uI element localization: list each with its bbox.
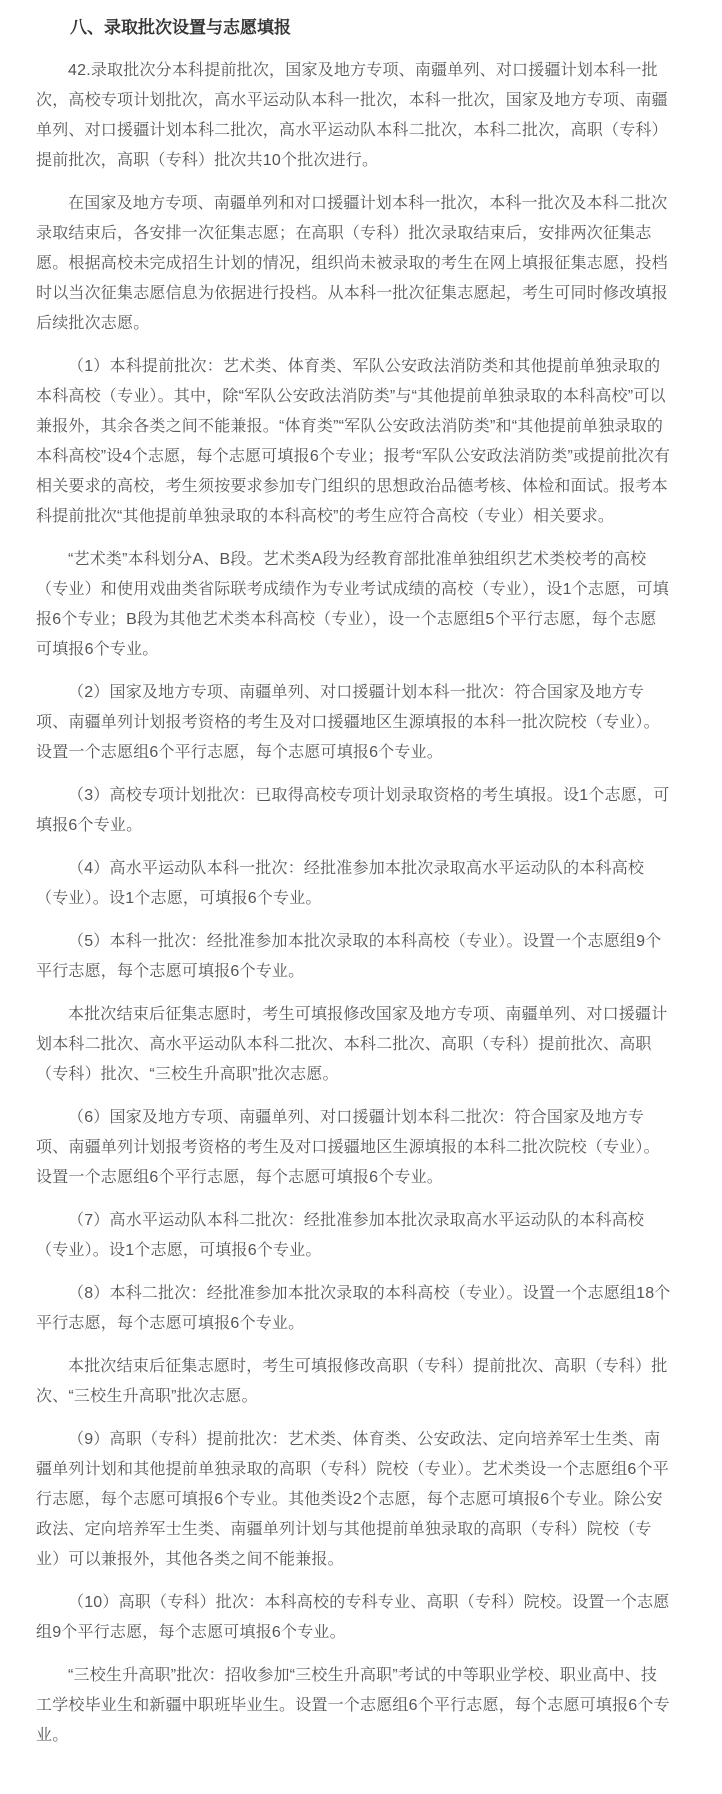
para-item9-vocational-advance-batch: （9）高职（专科）提前批次：艺术类、体育类、公安政法、定向培养军士生类、南疆单列计划和其他提前单独录取的高职（专科）院校（专业）。艺术类设一个志愿组6个平行志愿，每个志愿可填报6个专业。其他类设2个志愿，每个志愿可填报6个专业。除公安政法、定向培养军士生类、南疆单列计划与其他提前单独录取的高职（专科）院校（专业）可以兼报外，其他各类之间不能兼报。 [36, 1431, 669, 1568]
para-item6-special-plan-batch2: （6）国家及地方专项、南疆单列、对口援疆计划本科二批次：符合国家及地方专项、南疆单列计划报考资格的考生及对口援疆地区生源填报的本科二批次院校（专业）。设置一个志愿组6个平行志愿，每个志愿可填报6个专业。 [36, 1109, 660, 1186]
para-item4-sports-team-batch1: （4）高水平运动队本科一批次：经批准参加本批次录取高水平运动队的本科高校（专业）。设1个志愿，可填报6个专业。 [36, 860, 645, 907]
para-collection-volunteer-rules: 在国家及地方专项、南疆单列和对口援疆计划本科一批次，本科一批次及本科二批次录取结束后，各安排一次征集志愿；在高职（专科）批次录取结束后，安排两次征集志愿。根据高校未完成招生计划的情况，组织尚未被录取的考生在网上填报征集志愿，投档时以当次征集志愿信息为依据进行投档。从本科一批次征集志愿起，考生可同时修改填报后续批次志愿。 [36, 195, 668, 332]
para-42-batch-overview: 42.录取批次分本科提前批次，国家及地方专项、南疆单列、对口援疆计划本科一批次，高校专项计划批次，高水平运动队本科一批次，本科一批次，国家及地方专项、南疆单列、对口援疆计划本科二批次，高水平运动队本科二批次，本科二批次，高职（专科）提前批次，高职（专科）批次共10个批次进行。 [36, 62, 668, 169]
para-after-batch1-collection: 本批次结束后征集志愿时，考生可填报修改国家及地方专项、南疆单列、对口援疆计划本科二批次、高水平运动队本科二批次、本科二批次、高职（专科）提前批次、高职（专科）批次、“三校生升高职”批次志愿。 [36, 1006, 668, 1083]
para-item2-special-plan-batch1: （2）国家及地方专项、南疆单列、对口援疆计划本科一批次：符合国家及地方专项、南疆单列计划报考资格的考生及对口援疆地区生源填报的本科一批次院校（专业）。设置一个志愿组6个平行志愿，每个志愿可填报6个专业。 [36, 684, 660, 761]
para-item7-sports-team-batch2: （7）高水平运动队本科二批次：经批准参加本批次录取高水平运动队的本科高校（专业）。设1个志愿，可填报6个专业。 [36, 1212, 645, 1259]
para-item8-undergrad-batch2: （8）本科二批次：经批准参加本批次录取的本科高校（专业）。设置一个志愿组18个平行志愿，每个志愿可填报6个专业。 [36, 1285, 671, 1332]
para-item1-undergrad-advance-batch: （1）本科提前批次：艺术类、体育类、军队公安政法消防类和其他提前单独录取的本科高校（专业）。其中，除“军队公安政法消防类”与“其他提前单独录取的本科高校”可以兼报外，其余各类之间不能兼报。“体育类”“军队公安政法消防类”和“其他提前单独录取的本科高校”设4个志愿，每个志愿可填报6个专业；报考“军队公安政法消防类”或提前批次有相关要求的高校，考生须按要求参加专门组织的思想政治品德考核、体检和面试。报考本科提前批次“其他提前单独录取的本科高校”的考生应符合高校（专业）相关要求。 [36, 358, 671, 525]
section-heading: 八、录取批次设置与志愿填报 [70, 18, 291, 37]
para-art-category-segments: “艺术类”本科划分A、B段。艺术类A段为经教育部批准单独组织艺术类校考的高校（专业）和使用戏曲类省际联考成绩作为专业考试成绩的高校（专业），设1个志愿，可填报6个专业；B段为其他艺术类本科高校（专业），设一个志愿组5个平行志愿，每个志愿可填报6个专业。 [36, 551, 669, 658]
para-sanxiaosheng-batch: “三校生升高职”批次：招收参加“三校生升高职”考试的中等职业学校、职业高中、技工学校毕业生和新疆中职班毕业生。设置一个志愿组6个平行志愿，每个志愿可填报6个专业。 [36, 1667, 670, 1744]
para-item10-vocational-batch: （10）高职（专科）批次：本科高校的专科专业、高职（专科）院校。设置一个志愿组9个平行志愿，每个志愿可填报6个专业。 [36, 1594, 670, 1641]
para-item5-undergrad-batch1: （5）本科一批次：经批准参加本批次录取的本科高校（专业）。设置一个志愿组9个平行志愿，每个志愿可填报6个专业。 [36, 933, 662, 980]
para-item3-university-special-plan: （3）高校专项计划批次：已取得高校专项计划录取资格的考生填报。设1个志愿，可填报6个专业。 [36, 787, 670, 834]
para-after-batch2-collection: 本批次结束后征集志愿时，考生可填报修改高职（专科）提前批次、高职（专科）批次、“三校生升高职”批次志愿。 [36, 1358, 668, 1405]
